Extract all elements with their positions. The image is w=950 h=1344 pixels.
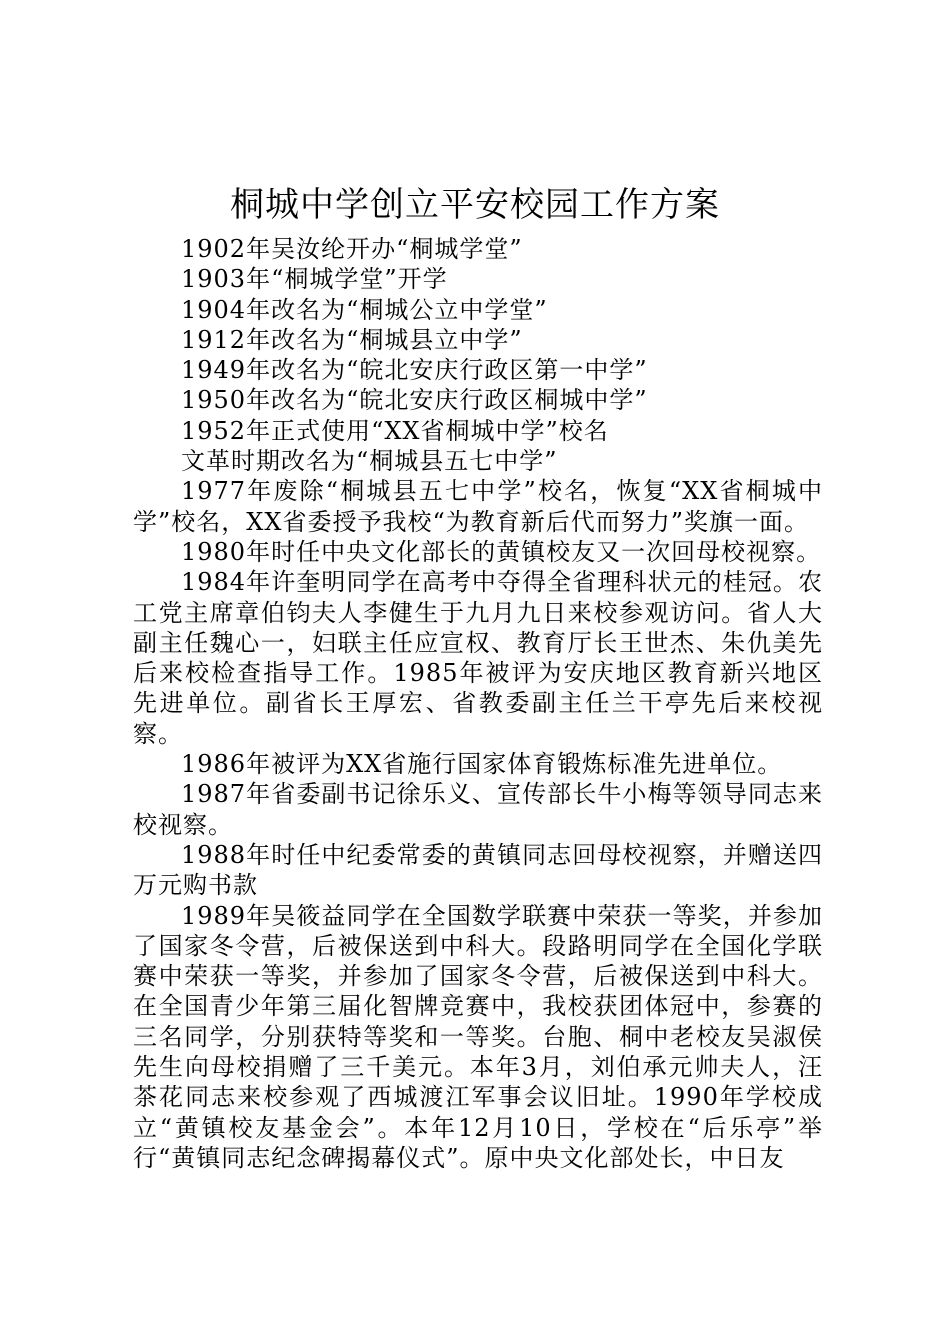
paragraph: 1988年时任中纪委常委的黄镇同志回母校视察，并赠送四万元购书款 [133,840,823,900]
paragraph: 1952年正式使用“XX省桐城中学”校名 [181,416,609,445]
paragraph: 1949年改名为“皖北安庆行政区第一中学” [181,356,648,385]
paragraph: 1950年改名为“皖北安庆行政区桐城中学” [181,386,648,415]
paragraph: 1977年废除“桐城县五七中学”校名，恢复“XX省桐城中学”校名，XX省委授予我校“为教育新后代而努力”奖旗一面。 [133,477,823,536]
paragraph: 1904年改名为“桐城公立中学堂” [181,295,548,324]
paragraph: 1912年改名为“桐城县立中学” [181,325,523,354]
paragraph: 1903年“桐城学堂”开学 [181,265,448,294]
paragraph: 1902年吴汝纶开办“桐城学堂” [181,235,523,263]
paragraph: 1989年吴筱益同学在全国数学联赛中荣获一等奖，并参加了国家冬令营，后被保送到中科大。段路明同学在全国化学联赛中荣获一等奖，并参加了国家冬令营，后被保送到中科大。在全国青少年第三届化智牌竞赛中，我校获团体冠中，参赛的三名同学，分别获特等奖和一等奖。台胞、桐中老校友吴淑侯先生向母校捐赠了三千美元。本年3月，刘伯承元帅夫人，汪茶花同志来校参观了西城渡江军事会议旧址。1990年学校成立“黄镇校友基金会”。本年12月10日，学校在“后乐亭”举行“黄镇同志纪念碑揭幕仪式”。原中央文化部处长，中日友 [133,901,823,1172]
paragraph: 1987年省委副书记徐乐义、宣传部长牛小梅等领导同志来校视察。 [133,780,823,839]
paragraph: 1986年被评为XX省施行国家体育锻炼标准先进单位。 [181,750,783,779]
paragraph: 1984年许奎明同学在高考中夺得全省理科状元的桂冠。农工党主席章伯钧夫人李健生于九月九日来校参观访问。省人大副主任魏心一，妇联主任应宣权、教育厅长王世杰、朱仇美先后来校检查指导工作。1985年被评为安庆地区教育新兴地区先进单位。副省长王厚宏、省教委副主任兰干亭先后来校视察。 [133,568,823,748]
document-body [133,234,823,1173]
paragraph: 1980年时任中央文化部长的黄镇校友又一次回母校视察。 [181,537,822,566]
paragraph: 文革时期改名为“桐城县五七中学” [181,447,558,476]
document-title: 桐城中学创立平安校园工作方案 [230,185,720,225]
